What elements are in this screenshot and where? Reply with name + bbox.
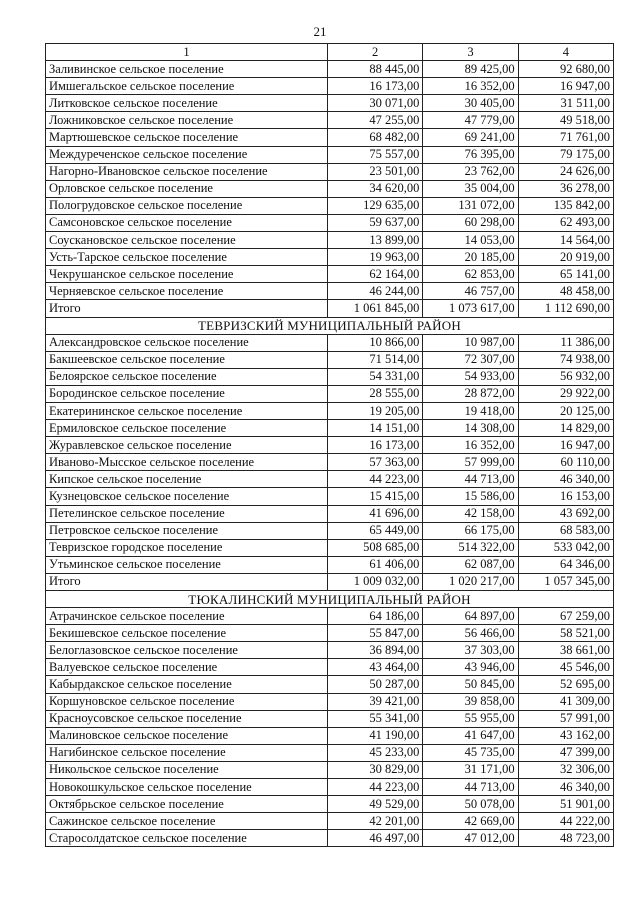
table-row (46, 214, 614, 231)
amount-col-4: 43 162,00 (518, 727, 613, 744)
amount-col-2: 57 363,00 (328, 454, 423, 471)
settlement-name: Атрачинское сельское поселение (46, 608, 328, 625)
section-title: ТЕВРИЗСКИЙ МУНИЦИПАЛЬНЫЙ РАЙОН (46, 317, 614, 334)
amount-col-3: 47 012,00 (423, 830, 518, 847)
settlement-name: Ложниковское сельское поселение (46, 112, 328, 129)
settlement-name: Петелинское сельское поселение (46, 505, 328, 522)
table-row (46, 471, 614, 488)
table-row (46, 659, 614, 676)
amount-col-3: 60 298,00 (423, 214, 518, 231)
amount-col-3: 46 757,00 (423, 283, 518, 300)
amount-col-2: 34 620,00 (328, 180, 423, 197)
table-row (46, 813, 614, 830)
settlement-name: Ермиловское сельское поселение (46, 420, 328, 437)
settlement-name: Итого (46, 300, 328, 317)
amount-col-3: 54 933,00 (423, 368, 518, 385)
amount-col-3: 10 987,00 (423, 334, 518, 351)
amount-col-4: 56 932,00 (518, 368, 613, 385)
amount-col-2: 508 685,00 (328, 539, 423, 556)
amount-col-3: 43 946,00 (423, 659, 518, 676)
amount-col-2: 59 637,00 (328, 214, 423, 231)
amount-col-2: 41 696,00 (328, 505, 423, 522)
amount-col-4: 46 340,00 (518, 779, 613, 796)
amount-col-4: 92 680,00 (518, 61, 613, 78)
settlement-name: Петровское сельское поселение (46, 522, 328, 539)
amount-col-2: 129 635,00 (328, 197, 423, 214)
settlement-name: Бородинское сельское поселение (46, 385, 328, 402)
amount-col-2: 68 482,00 (328, 129, 423, 146)
settlement-name: Александровское сельское поселение (46, 334, 328, 351)
amount-col-3: 64 897,00 (423, 608, 518, 625)
amount-col-3: 30 405,00 (423, 95, 518, 112)
amount-col-2: 13 899,00 (328, 232, 423, 249)
amount-col-3: 62 853,00 (423, 266, 518, 283)
settlement-name: Утьминское сельское поселение (46, 556, 328, 573)
settlement-name: Заливинское сельское поселение (46, 61, 328, 78)
amount-col-4: 62 493,00 (518, 214, 613, 231)
column-number-1: 1 (46, 44, 328, 61)
settlement-name: Октябрьское сельское поселение (46, 796, 328, 813)
amount-col-2: 88 445,00 (328, 61, 423, 78)
settlement-name: Соускановское сельское поселение (46, 232, 328, 249)
amount-col-3: 41 647,00 (423, 727, 518, 744)
amount-col-4: 44 222,00 (518, 813, 613, 830)
settlement-name: Усть-Тарское сельское поселение (46, 249, 328, 266)
amount-col-4: 79 175,00 (518, 146, 613, 163)
amount-col-3: 28 872,00 (423, 385, 518, 402)
amount-col-4: 51 901,00 (518, 796, 613, 813)
amount-col-2: 36 894,00 (328, 642, 423, 659)
settlement-name: Чекрушанское сельское поселение (46, 266, 328, 283)
amount-col-4: 45 546,00 (518, 659, 613, 676)
settlement-name: Валуевское сельское поселение (46, 659, 328, 676)
amount-col-3: 56 466,00 (423, 625, 518, 642)
amount-col-3: 19 418,00 (423, 402, 518, 419)
amount-col-2: 30 829,00 (328, 761, 423, 778)
table-row (46, 283, 614, 300)
amount-col-2: 55 341,00 (328, 710, 423, 727)
settlement-name: Новокошкульское сельское поселение (46, 779, 328, 796)
table-row (46, 830, 614, 847)
table-row (46, 129, 614, 146)
amount-col-4: 57 991,00 (518, 710, 613, 727)
table-row (46, 505, 614, 522)
settlement-name: Имшегальское сельское поселение (46, 78, 328, 95)
amount-col-3: 47 779,00 (423, 112, 518, 129)
amount-col-4: 52 695,00 (518, 676, 613, 693)
settlement-name: Тевризское городское поселение (46, 539, 328, 556)
amount-col-2: 39 421,00 (328, 693, 423, 710)
amount-col-4: 38 661,00 (518, 642, 613, 659)
settlement-name: Междуреченское сельское поселение (46, 146, 328, 163)
amount-col-2: 47 255,00 (328, 112, 423, 129)
settlement-name: Никольское сельское поселение (46, 761, 328, 778)
amount-col-4: 1 057 345,00 (518, 573, 613, 590)
settlement-name: Сажинское сельское поселение (46, 813, 328, 830)
amount-col-2: 14 151,00 (328, 420, 423, 437)
table-row (46, 112, 614, 129)
amount-col-2: 10 866,00 (328, 334, 423, 351)
amount-col-3: 514 322,00 (423, 539, 518, 556)
section-header-row (46, 317, 614, 334)
settlement-name: Журавлевское сельское поселение (46, 437, 328, 454)
amount-col-2: 75 557,00 (328, 146, 423, 163)
amount-col-4: 20 919,00 (518, 249, 613, 266)
settlement-name: Старосолдатское сельское поселение (46, 830, 328, 847)
column-number-row (46, 44, 614, 61)
table-row (46, 796, 614, 813)
table-row (46, 368, 614, 385)
settlement-name: Черняевское сельское поселение (46, 283, 328, 300)
amount-col-2: 1 009 032,00 (328, 573, 423, 590)
amount-col-2: 44 223,00 (328, 779, 423, 796)
amount-col-4: 49 518,00 (518, 112, 613, 129)
table-row (46, 351, 614, 368)
amount-col-4: 64 346,00 (518, 556, 613, 573)
table-row (46, 197, 614, 214)
table-row (46, 454, 614, 471)
column-number-2: 2 (328, 44, 423, 61)
amount-col-4: 20 125,00 (518, 402, 613, 419)
amount-col-3: 66 175,00 (423, 522, 518, 539)
amount-col-3: 44 713,00 (423, 471, 518, 488)
amount-col-2: 16 173,00 (328, 437, 423, 454)
amount-col-2: 43 464,00 (328, 659, 423, 676)
table-row (46, 744, 614, 761)
amount-col-4: 60 110,00 (518, 454, 613, 471)
settlement-name: Иваново-Мысское сельское поселение (46, 454, 328, 471)
amount-col-2: 64 186,00 (328, 608, 423, 625)
table-row (46, 232, 614, 249)
amount-col-4: 14 564,00 (518, 232, 613, 249)
amount-col-4: 46 340,00 (518, 471, 613, 488)
settlement-name: Самсоновское сельское поселение (46, 214, 328, 231)
settlement-name: Мартюшевское сельское поселение (46, 129, 328, 146)
amount-col-3: 1 073 617,00 (423, 300, 518, 317)
table-row (46, 556, 614, 573)
amount-col-3: 69 241,00 (423, 129, 518, 146)
amount-col-3: 42 669,00 (423, 813, 518, 830)
table-row (46, 488, 614, 505)
amount-col-2: 44 223,00 (328, 471, 423, 488)
amount-col-4: 31 511,00 (518, 95, 613, 112)
amount-col-3: 76 395,00 (423, 146, 518, 163)
amount-col-4: 16 153,00 (518, 488, 613, 505)
amount-col-4: 43 692,00 (518, 505, 613, 522)
settlement-name: Итого (46, 573, 328, 590)
table-row (46, 334, 614, 351)
amount-col-2: 28 555,00 (328, 385, 423, 402)
amount-col-2: 46 497,00 (328, 830, 423, 847)
amount-col-3: 44 713,00 (423, 779, 518, 796)
amount-col-4: 48 723,00 (518, 830, 613, 847)
table-row (46, 180, 614, 197)
amount-col-2: 62 164,00 (328, 266, 423, 283)
amount-col-2: 16 173,00 (328, 78, 423, 95)
amount-col-4: 32 306,00 (518, 761, 613, 778)
amount-col-3: 39 858,00 (423, 693, 518, 710)
amount-col-3: 89 425,00 (423, 61, 518, 78)
table-row (46, 437, 614, 454)
amount-col-2: 61 406,00 (328, 556, 423, 573)
table-row (46, 761, 614, 778)
amount-col-2: 19 205,00 (328, 402, 423, 419)
settlement-name: Белоярское сельское поселение (46, 368, 328, 385)
amount-col-4: 67 259,00 (518, 608, 613, 625)
table-row (46, 95, 614, 112)
table-row (46, 385, 614, 402)
amount-col-3: 72 307,00 (423, 351, 518, 368)
amount-col-4: 14 829,00 (518, 420, 613, 437)
total-row (46, 573, 614, 590)
amount-col-2: 41 190,00 (328, 727, 423, 744)
amount-col-3: 42 158,00 (423, 505, 518, 522)
amount-col-3: 1 020 217,00 (423, 573, 518, 590)
amount-col-4: 24 626,00 (518, 163, 613, 180)
amount-col-4: 16 947,00 (518, 78, 613, 95)
amount-col-3: 50 845,00 (423, 676, 518, 693)
amount-col-4: 29 922,00 (518, 385, 613, 402)
amount-col-3: 57 999,00 (423, 454, 518, 471)
settlement-name: Бакшеевское сельское поселение (46, 351, 328, 368)
amount-col-3: 16 352,00 (423, 78, 518, 95)
amount-col-3: 23 762,00 (423, 163, 518, 180)
amount-col-4: 48 458,00 (518, 283, 613, 300)
amount-col-4: 71 761,00 (518, 129, 613, 146)
settlement-name: Нагибинское сельское поселение (46, 744, 328, 761)
settlement-name: Коршуновское сельское поселение (46, 693, 328, 710)
amount-col-2: 54 331,00 (328, 368, 423, 385)
amount-col-2: 71 514,00 (328, 351, 423, 368)
amount-col-4: 47 399,00 (518, 744, 613, 761)
settlement-name: Нагорно-Ивановское сельское поселение (46, 163, 328, 180)
amount-col-4: 41 309,00 (518, 693, 613, 710)
table-row (46, 420, 614, 437)
settlement-name: Орловское сельское поселение (46, 180, 328, 197)
amount-col-2: 49 529,00 (328, 796, 423, 813)
amount-col-3: 62 087,00 (423, 556, 518, 573)
amount-col-2: 42 201,00 (328, 813, 423, 830)
amount-col-3: 14 308,00 (423, 420, 518, 437)
table-row (46, 539, 614, 556)
settlement-name: Пологрудовское сельское поселение (46, 197, 328, 214)
amount-col-4: 65 141,00 (518, 266, 613, 283)
amount-col-3: 55 955,00 (423, 710, 518, 727)
section-title: ТЮКАЛИНСКИЙ МУНИЦИПАЛЬНЫЙ РАЙОН (46, 591, 614, 608)
amount-col-4: 135 842,00 (518, 197, 613, 214)
amount-col-4: 533 042,00 (518, 539, 613, 556)
column-number-4: 4 (518, 44, 613, 61)
amount-col-3: 37 303,00 (423, 642, 518, 659)
amount-col-2: 30 071,00 (328, 95, 423, 112)
table-row (46, 693, 614, 710)
amount-col-3: 15 586,00 (423, 488, 518, 505)
page-number: 21 (313, 24, 327, 39)
amount-col-3: 16 352,00 (423, 437, 518, 454)
section-header-row (46, 591, 614, 608)
table-row (46, 625, 614, 642)
table-row (46, 779, 614, 796)
amount-col-4: 36 278,00 (518, 180, 613, 197)
settlement-name: Красноусовское сельское поселение (46, 710, 328, 727)
amount-col-2: 15 415,00 (328, 488, 423, 505)
total-row (46, 300, 614, 317)
table-row (46, 61, 614, 78)
amount-col-2: 55 847,00 (328, 625, 423, 642)
amount-col-4: 1 112 690,00 (518, 300, 613, 317)
table-row (46, 710, 614, 727)
amount-col-3: 14 053,00 (423, 232, 518, 249)
amount-col-2: 65 449,00 (328, 522, 423, 539)
settlement-name: Литковское сельское поселение (46, 95, 328, 112)
table-row (46, 676, 614, 693)
table-row (46, 78, 614, 95)
amount-col-2: 23 501,00 (328, 163, 423, 180)
amount-col-3: 131 072,00 (423, 197, 518, 214)
settlement-name: Кипское сельское поселение (46, 471, 328, 488)
table-row (46, 522, 614, 539)
amount-col-3: 45 735,00 (423, 744, 518, 761)
settlement-name: Белоглазовское сельское поселение (46, 642, 328, 659)
settlement-name: Екатерининское сельское поселение (46, 402, 328, 419)
amount-col-4: 11 386,00 (518, 334, 613, 351)
settlement-name: Кузнецовское сельское поселение (46, 488, 328, 505)
table-row (46, 402, 614, 419)
amount-col-4: 58 521,00 (518, 625, 613, 642)
amount-col-3: 20 185,00 (423, 249, 518, 266)
table-row (46, 727, 614, 744)
table-row (46, 249, 614, 266)
amount-col-2: 46 244,00 (328, 283, 423, 300)
amount-col-4: 74 938,00 (518, 351, 613, 368)
table-row (46, 642, 614, 659)
settlement-name: Бекишевское сельское поселение (46, 625, 328, 642)
amount-col-3: 50 078,00 (423, 796, 518, 813)
amount-col-2: 1 061 845,00 (328, 300, 423, 317)
settlement-name: Кабырдакское сельское поселение (46, 676, 328, 693)
amount-col-2: 50 287,00 (328, 676, 423, 693)
settlement-name: Малиновское сельское поселение (46, 727, 328, 744)
amount-col-2: 19 963,00 (328, 249, 423, 266)
amount-col-3: 31 171,00 (423, 761, 518, 778)
table-body (46, 61, 614, 847)
table-row (46, 608, 614, 625)
amount-col-4: 16 947,00 (518, 437, 613, 454)
budget-table (45, 43, 614, 847)
column-number-3: 3 (423, 44, 518, 61)
table-row (46, 266, 614, 283)
amount-col-3: 35 004,00 (423, 180, 518, 197)
amount-col-4: 68 583,00 (518, 522, 613, 539)
table-row (46, 163, 614, 180)
amount-col-2: 45 233,00 (328, 744, 423, 761)
table-row (46, 146, 614, 163)
